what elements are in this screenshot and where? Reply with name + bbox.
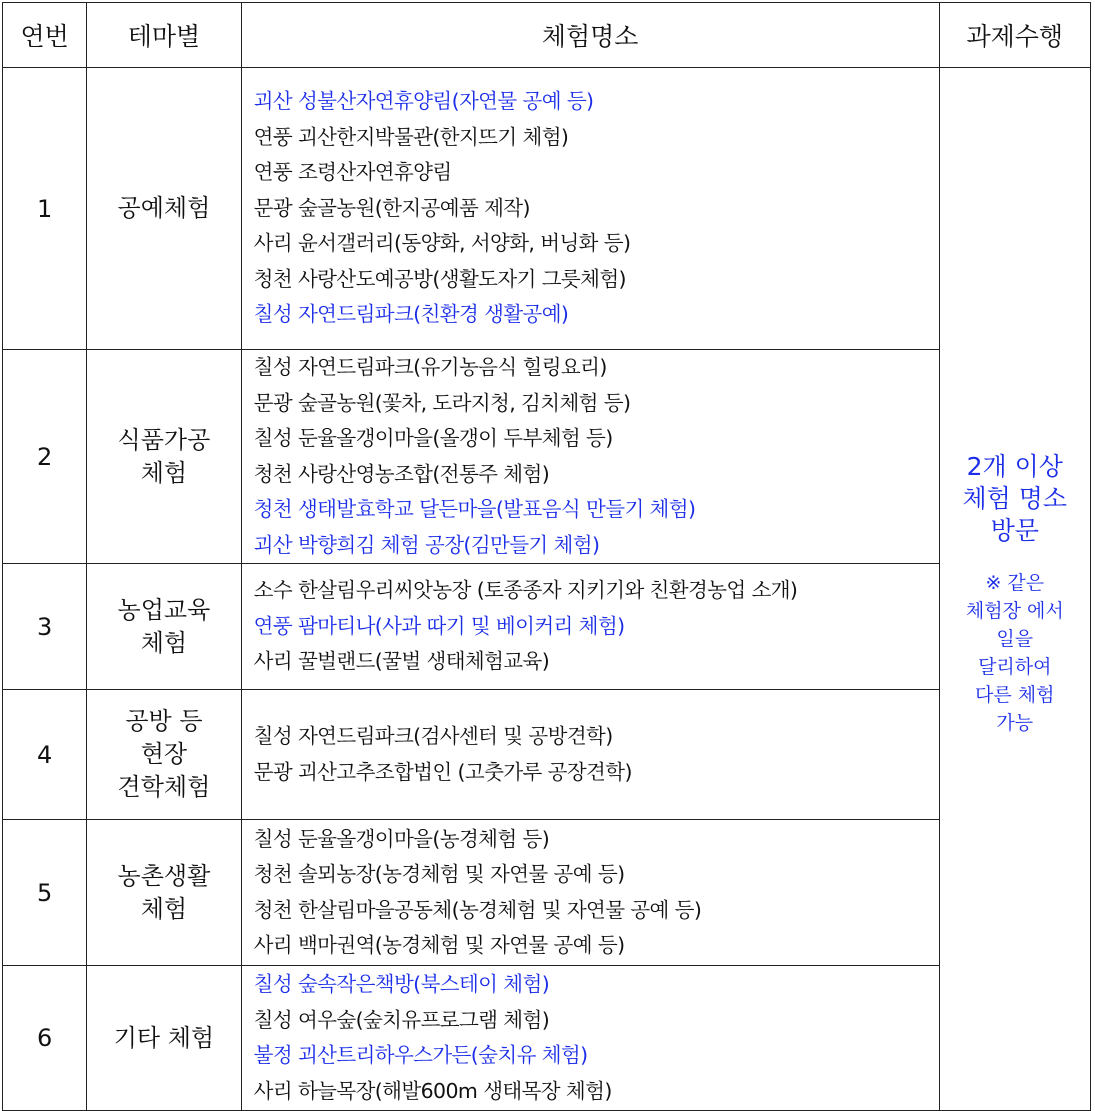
table-body bbox=[3, 68, 1091, 1111]
place-item: 칠성 자연드림파크(검사센터 및 공방견학) bbox=[253, 724, 613, 748]
place-item: 칠성 자연드림파크(유기농음식 힐링요리) bbox=[253, 355, 607, 379]
place-item: 소수 한살림우리씨앗농장 (토종종자 지키기와 친환경농업 소개) bbox=[253, 578, 798, 603]
theme-line: 기타 체험 bbox=[113, 1023, 215, 1052]
place-item: 문광 숲골농원(꽃차, 도라지청, 김치체험 등) bbox=[253, 390, 631, 415]
experience-table bbox=[2, 2, 1091, 1111]
task-note-line: 체험장 에서 bbox=[965, 600, 1064, 622]
place-item: 연풍 괴산한지박물관(한지뜨기 체험) bbox=[253, 124, 569, 149]
places-cell bbox=[241, 966, 939, 1111]
row-number: 5 bbox=[3, 820, 87, 966]
theme-line: 견학체험 bbox=[117, 773, 211, 801]
theme-cell bbox=[87, 350, 241, 564]
place-item: 사리 백마권역(농경체험 및 자연물 공예 등) bbox=[253, 933, 625, 957]
places-cell bbox=[241, 350, 939, 564]
table-row bbox=[3, 690, 1091, 820]
row-number: 3 bbox=[3, 564, 87, 690]
place-item: 청천 사랑산도예공방(생활도자기 그릇체험) bbox=[253, 266, 626, 291]
place-item: 칠성 숲속작은책방(북스테이 체험) bbox=[253, 972, 550, 996]
table-row bbox=[3, 966, 1091, 1111]
task-cell bbox=[939, 68, 1090, 1111]
place-item: 사리 하늘목장(해발600m 생태목장 체험) bbox=[253, 1078, 612, 1103]
theme-line: 체험 bbox=[140, 894, 188, 923]
place-item: 연풍 조령산자연휴양림 bbox=[253, 160, 452, 185]
theme-line: 현장 bbox=[140, 740, 188, 768]
theme-line: 농촌생활 bbox=[117, 861, 211, 890]
theme-line: 체험 bbox=[140, 458, 188, 487]
places-cell bbox=[241, 564, 939, 690]
place-item: 청천 한살림마을공동체(농경체험 및 자연물 공예 등) bbox=[253, 897, 702, 922]
row-number: 2 bbox=[3, 350, 87, 564]
table-row bbox=[3, 68, 1091, 350]
place-item: 연풍 팜마티나(사과 따기 및 베이커리 체험) bbox=[253, 613, 625, 638]
task-main-line: 2개 이상 bbox=[966, 452, 1063, 481]
table-row bbox=[3, 820, 1091, 966]
theme-line: 체험 bbox=[140, 628, 188, 657]
theme-line: 공방 등 bbox=[125, 707, 203, 735]
places-cell bbox=[241, 690, 939, 820]
header-row bbox=[3, 3, 1091, 68]
place-item: 불정 괴산트리하우스가든(숲치유 체험) bbox=[253, 1043, 588, 1067]
row-number: 6 bbox=[3, 966, 87, 1111]
place-item: 칠성 둔율올갱이마을(농경체험 등) bbox=[253, 826, 550, 851]
place-item: 청천 솔뫼농장(농경체험 및 자연물 공예 등) bbox=[253, 862, 625, 886]
place-item: 괴산 성불산자연휴양림(자연물 공예 등) bbox=[253, 89, 594, 114]
place-item: 사리 윤서갤러리(동양화, 서양화, 버닝화 등) bbox=[253, 231, 631, 256]
header-theme: 테마별 bbox=[87, 3, 241, 68]
task-note-line: 달리하여 bbox=[978, 656, 1052, 678]
task-note-line: 일을 bbox=[996, 628, 1034, 650]
header-task: 과제수행 bbox=[939, 3, 1090, 68]
places-cell bbox=[241, 68, 939, 350]
theme-line: 공예체험 bbox=[117, 194, 211, 222]
theme-line: 식품가공 bbox=[117, 425, 211, 454]
row-number: 4 bbox=[3, 690, 87, 820]
header-no: 연번 bbox=[3, 3, 87, 68]
task-note-line: 가능 bbox=[996, 712, 1034, 734]
place-item: 칠성 자연드림파크(친환경 생활공예) bbox=[253, 302, 569, 327]
place-item: 사리 꿀벌랜드(꿀벌 생태체험교육) bbox=[253, 649, 550, 674]
header-place: 체험명소 bbox=[241, 3, 939, 68]
table-row bbox=[3, 564, 1091, 690]
task-main-text bbox=[940, 451, 1090, 547]
place-item: 문광 괴산고추조합법인 (고춧가루 공장견학) bbox=[253, 759, 632, 784]
places-cell bbox=[241, 820, 939, 966]
task-note-text bbox=[940, 569, 1090, 737]
place-item: 칠성 둔율올갱이마을(올갱이 두부체험 등) bbox=[253, 426, 613, 450]
task-main-line: 방문 bbox=[990, 516, 1039, 545]
theme-cell bbox=[87, 966, 241, 1111]
theme-cell bbox=[87, 820, 241, 966]
theme-line: 농업교육 bbox=[117, 595, 211, 624]
task-note-line: ※ 같은 bbox=[985, 572, 1045, 594]
place-item: 청천 생태발효학교 달든마을(발표음식 만들기 체험) bbox=[253, 497, 696, 521]
task-main-line: 체험 명소 bbox=[962, 484, 1068, 513]
row-number: 1 bbox=[3, 68, 87, 350]
theme-cell bbox=[87, 68, 241, 350]
place-item: 청천 사랑산영농조합(전통주 체험) bbox=[253, 461, 550, 486]
place-item: 칠성 여우숲(숲치유프로그램 체험) bbox=[253, 1007, 550, 1032]
theme-cell bbox=[87, 564, 241, 690]
task-note-line: 다른 체험 bbox=[975, 684, 1055, 706]
theme-cell bbox=[87, 690, 241, 820]
place-item: 문광 숲골농원(한지공예품 제작) bbox=[253, 195, 530, 220]
table-row bbox=[3, 350, 1091, 564]
place-item: 괴산 박향희김 체험 공장(김만들기 체험) bbox=[253, 532, 600, 557]
